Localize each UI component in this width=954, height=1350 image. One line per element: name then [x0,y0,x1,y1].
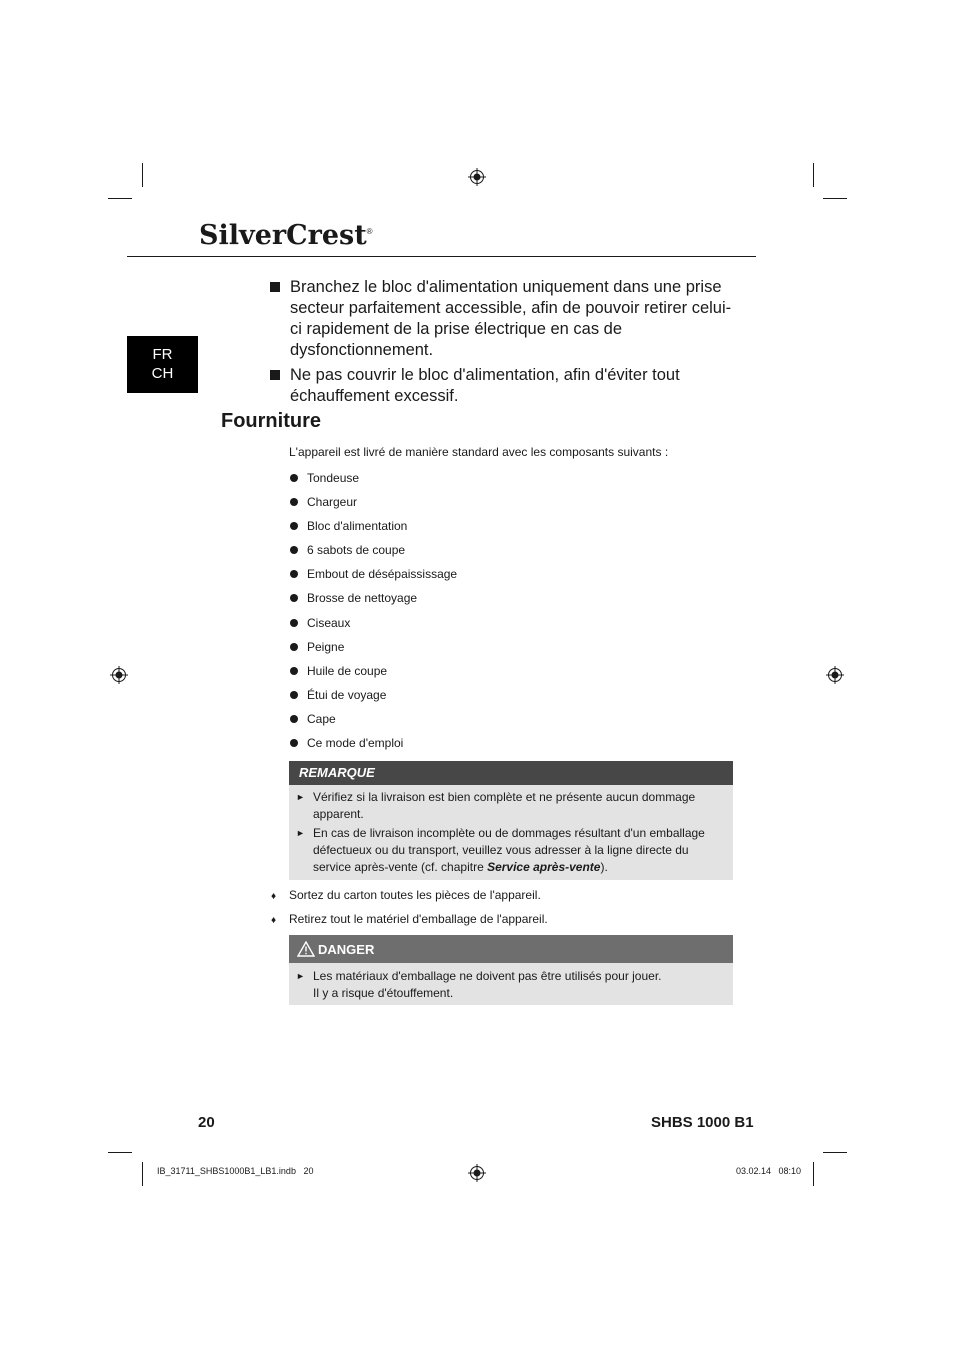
crop-mark [823,1152,847,1153]
bullet-icon [290,667,298,675]
language-code-ch: CH [151,365,174,382]
crop-mark [108,198,132,199]
square-bullet-icon [270,370,280,380]
bullet-icon [290,522,298,530]
bullet-icon [290,474,298,482]
step-item [271,887,541,905]
list-item-label: Ce mode d'emploi [307,736,404,751]
danger-box-header [289,935,733,963]
crop-mark [142,1162,143,1186]
list-item [289,611,457,635]
list-item [289,586,457,610]
step-text: Retirez tout le matériel d'emballage de l'appareil. [289,912,548,926]
registered-mark: ® [366,227,373,236]
language-code-fr: FR [152,346,173,363]
language-tab [127,336,198,393]
list-item-label: Huile de coupe [307,663,388,678]
crop-mark [823,198,847,199]
danger-line-2: Il y a risque d'étouffement. [313,986,454,1000]
registration-mark-icon [468,1164,486,1182]
list-item-label: Peigne [307,639,345,654]
bullet-icon [290,594,298,602]
danger-line-1: Les matériaux d'emballage ne doivent pas être utilisés pour jouer. [313,969,662,983]
danger-item [296,968,723,1002]
note-item-text: Vérifiez si la livraison est bien complète et ne présente aucun dommage apparent. [313,790,696,821]
bullet-icon [290,643,298,651]
registration-mark-icon [110,666,128,684]
registration-mark-icon [468,168,486,186]
note-item [296,789,723,823]
list-item-label: Tondeuse [307,471,360,485]
arrow-right-icon: ► [296,971,305,981]
warning-triangle-icon [297,941,315,957]
diamond-bullet-icon: ♦ [271,915,277,926]
list-item [289,683,457,707]
square-bullet-icon [270,282,280,292]
section-intro: L'appareil est livré de manière standard avec les composants suivants : [289,445,669,459]
arrow-right-icon: ► [296,792,305,802]
crop-mark [813,163,814,187]
crop-mark [108,1152,132,1153]
bullet-icon [290,691,298,699]
list-item-label: Cape [307,711,336,726]
list-item [289,490,457,514]
safety-item-text: Branchez le bloc d'alimentation uniquement dans une prise secteur parfaitement accessible, afin de pouvoir retirer celui-ci rapidement de la prise électrique en cas de dysfonctionnement. [290,278,732,359]
components-list [289,466,457,755]
bullet-icon [290,570,298,578]
list-item [289,538,457,562]
step-text: Sortez du carton toutes les pièces de l'appareil. [289,888,541,902]
bullet-icon [290,546,298,554]
list-item-label: Étui de voyage [307,687,387,702]
danger-box [289,935,733,1005]
brand-logo [199,220,373,251]
safety-item [270,365,740,407]
note-item [296,825,723,876]
print-slug-date: 03.02.14 08:10 [736,1166,802,1176]
list-item-label: 6 sabots de coupe [307,543,406,558]
safety-item-text: Ne pas couvrir le bloc d'alimentation, afin d'éviter tout échauffement excessif. [290,366,680,405]
list-item-label: Ciseaux [307,615,351,630]
list-item [289,562,457,586]
safety-item [270,277,740,361]
list-item-label: Brosse de nettoyage [307,591,418,606]
list-item [289,707,457,731]
bullet-icon [290,619,298,627]
list-item [289,659,457,683]
crop-mark [142,163,143,187]
step-item [271,911,548,929]
print-slug-file: IB_31711_SHBS1000B1_LB1.indb 20 [157,1166,314,1176]
note-item-text: En cas de livraison incomplète ou de dommages résultant d'un emballage défectueux ou du transport, veuillez vous adresser à la ligne directe du service après-vente (cf. chapitre [313,826,705,874]
note-box-body [289,785,733,882]
crop-mark [813,1162,814,1186]
chapter-reference: Service après-vente [487,860,601,874]
page-number: 20 [198,1114,215,1131]
danger-box-body [289,963,733,1008]
bullet-icon [290,498,298,506]
brand-name: SilverCrest [199,220,367,251]
arrow-right-icon: ► [296,828,305,838]
list-item-label: Embout de désépaississage [307,567,458,582]
list-item [289,466,457,490]
list-item [289,731,457,755]
list-item-label: Bloc d'alimentation [307,519,408,534]
note-item-suffix: ). [600,860,608,874]
header-rule [127,256,756,257]
note-box [289,761,733,880]
list-item [289,514,457,538]
note-box-title: REMARQUE [289,761,733,785]
list-item [289,635,457,659]
model-number: SHBS 1000 B1 [651,1114,754,1131]
bullet-icon [290,739,298,747]
danger-box-title: DANGER [318,942,375,957]
diamond-bullet-icon: ♦ [271,891,277,902]
registration-mark-icon [826,666,844,684]
bullet-icon [290,715,298,723]
section-title: Fourniture [221,410,321,432]
list-item-label: Chargeur [307,495,358,510]
